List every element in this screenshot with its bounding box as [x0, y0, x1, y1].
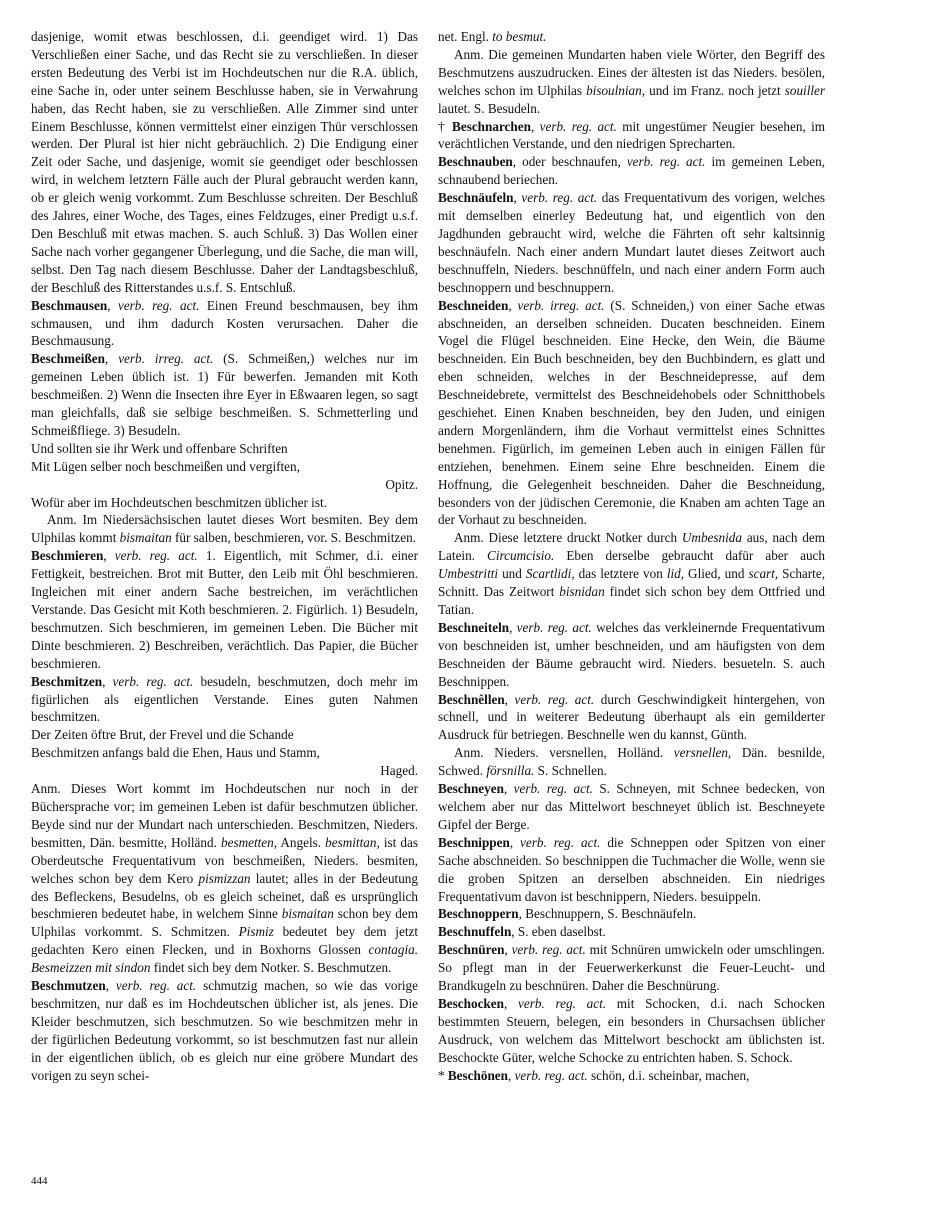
- definition: (S. Schneiden,) von einer Sache etwas abschneiden, an derselben schneiden. Ducaten beschneiden. Einem Vogel die Flügel beschneiden. Eine Hecke, den Wein, die Bäume beschneiden. Ein Buch beschneiden, bey den Buchbindern, es glatt und eben schneiden, welches in der Beschneidepresse, auf dem Beschneidebrete, vermittelst des Beschneidehobels oder Schnitthobels geschiehet. Einen Knaben beschneiden, bey den Juden, und einigen andern Morgenländern, ihm die Vorhaut vermittelst eines Schnittes benehmen. Figürlich, im gemeinen Leben auch in einigen Fällen für entziehen, benehmen. Einem seine Ehre beschneiden. Einem die Hoffnung, die Gelegenheit beschneiden. Daher die Beschneidung, besonders von der jüdischen Ceremonie, die Knaben am achten Tage an der Vorhaut zu beschneiden.: [438, 297, 825, 528]
- grammar-label: verb. reg. act.: [539, 118, 617, 134]
- definition: Einen Freund beschmausen, bey ihm schmausen, und ihm dadurch Kosten verursachen. Daher die Beschmausung.: [31, 297, 418, 349]
- headword: Beschnippen: [438, 834, 510, 850]
- grammar-label: verb. reg. act.: [518, 995, 607, 1011]
- grammar-label: verb. reg. act.: [117, 297, 200, 313]
- grammar-label: verb. reg. act.: [520, 834, 601, 850]
- entry-beschocken: Beschocken, verb. reg. act. mit Schocken, d.i. nach Schocken bestimmten Steuern, belegen, ein besonders in Chursachsen üblicher Ausdruck, von welchem das Mittelwort beschockt am üblichsten ist. Beschockte Güter, welche Schocke zu entrichten haben. S. Schock.: [438, 995, 826, 1065]
- verse-line: Mit Lügen selber noch beschmeißen und vergiften,: [31, 458, 300, 474]
- grammar-label: verb. reg. act.: [521, 190, 598, 206]
- definition: besudeln, beschmutzen, doch mehr im figürlichen als eigentlichen Verstande. Eines guten Nahmen beschmitzen.: [31, 673, 419, 725]
- headword: Beschneiteln: [438, 619, 510, 635]
- headword: Beschmieren: [31, 548, 104, 564]
- grammar-label: verb. irreg. act.: [517, 297, 605, 313]
- entry-beschnippen: Beschnippen, verb. reg. act. die Schneppen oder Spitzen von einer Sache abschneiden. So beschnippen die Tuchmacher die Wolle, wenn sie die groben Spitzen an derselben abschneiden. Ein niedriges Frequentativum davon ist beschnippern, Nieders. besuippeln.: [438, 834, 825, 904]
- grammar-label: verb. reg. act.: [514, 1067, 588, 1083]
- headword: Beschnoppern: [438, 906, 519, 922]
- note-paragraph: Anm. Die gemeinen Mundarten haben viele Wörter, den Begriff des Beschmutzens auszudrucken. Eines der ältesten ist das Nieders. besölen, welches schon im Ulphilas bisoulnian, und im Franz. noch jetzt souiller lautet. S. Besudeln.: [438, 46, 826, 116]
- grammar-label: verb. reg. act.: [115, 978, 197, 994]
- verse-line: Beschmitzen anfangs bald die Ehen, Haus und Stamm,: [31, 745, 320, 761]
- paragraph-beschluss-continued: dasjenige, womit etwas beschlossen, d.i. geendiget wird. 1) Das Verschließen einer Sache, und das Recht sie zu verschließen. In dieser ersten Bedeutung des Verbi ist im Hochdeutschen nur die R.A. üblich, eine Sache in, oder unter seinem Beschlusse haben, sie in Verwahrung haben, das Recht haben, sie zu verschließen. Alle Zimmer sind unter Einem Beschlusse, können vermittelst einer einzigen Thür verschlossen werden. Der Plural ist hier nicht gebräuchlich. 2) Die Endigung einer Zeit oder Sache, und dasjenige, womit sie geendiget oder beschlossen wird, in welchem letztern Fälle auch der Plural gebraucht werden kann, ob er gleich wenig vorkommt. Zum Beschlusse schreiten. Der Beschluß des Jahres, einer Woche, des Tages, eines Feldzuges, einer Predigt u.s.f. Den Beschluß mit etwas machen. S. auch Schluß. 3) Das Wollen einer Sache nach vorher gegangener Überlegung, und die Sache, die man will, selbst. Den Tag nach diesem Beschlusse. Daher der Landtagsbeschluß, der Beschluß des Ritterstandes u.s.f. S. Entschluß.: [31, 29, 418, 295]
- grammar-label: verb. reg. act.: [516, 619, 592, 635]
- definition: das Frequentativum des vorigen, welches mit demselben einerley Bedeutung hat, und eigentlich von den Jagdhunden gebraucht wird, welche die Fährten oft sehr kaltsinnig beschnäufeln. Nach einer andern Mundart lautet dieses Zeitwort auch beschnuffeln, Nieders. beschnüffeln, und nach einer andern Form auch beschnoppern und beschnuppern.: [438, 190, 825, 295]
- definition: die Schneppen oder Spitzen von einer Sache abschneiden. So beschnippen die Tuchmacher die Wolle, wenn sie die groben Spitzen an derselben abschneiden. Ein niedriges Frequentativum davon ist beschnippern, Nieders. besuippeln.: [438, 834, 825, 904]
- grammar-label: verb. reg. act.: [514, 691, 595, 707]
- headword: Beschnüren: [438, 942, 505, 958]
- entry-beschneyen: Beschneyen, verb. reg. act. S. Schneyen, mit Schnee bedecken, von welchem aber nur das Mittelwort beschneyet üblich ist. Beschneyete Gipfel der Berge.: [438, 781, 826, 832]
- headword: Beschnäufeln: [438, 190, 514, 206]
- definition: mit ungestümer Neugier besehen, im verächtlichen Verstande, und den niedrigen Sprecharten.: [438, 118, 826, 152]
- headword: Beschmitzen: [31, 673, 103, 689]
- headword: Beschocken: [438, 995, 504, 1011]
- paragraph: Wofür aber im Hochdeutschen beschmitzen üblicher ist.: [31, 494, 327, 510]
- definition: durch Geschwindigkeit hintergehen, von schnell, und in weiterer Bedeutung überhaupt als ein gemilderter Ausdruck für betriegen. Beschnelle wen du kannst, Günth.: [438, 691, 825, 743]
- verse-line: Der Zeiten öftre Brut, der Frevel und die Schande: [31, 727, 294, 743]
- headword: Beschmeißen: [31, 351, 105, 367]
- entry-beschnellen: Beschnêllen, verb. reg. act. durch Geschwindigkeit hintergehen, von schnell, und in weiterer Bedeutung überhaupt als ein gemilderter Ausdruck für betriegen. Beschnelle wen du kannst, Günth.: [438, 691, 825, 743]
- entry-beschnarchen: † Beschnarchen, verb. reg. act. mit ungestümer Neugier besehen, im verächtlichen Verstande, und den niedrigen Sprecharten.: [438, 118, 826, 152]
- definition: , Beschnuppern, S. Beschnäufeln.: [518, 906, 697, 922]
- right-column: [438, 28, 825, 1084]
- page-number: 444: [31, 1175, 48, 1187]
- headword: Beschnauben: [438, 154, 513, 170]
- verse-attribution: Opitz.: [385, 476, 418, 492]
- dagger-mark: †: [438, 118, 453, 134]
- definition: S. Schneyen, mit Schnee bedecken, von welchem aber nur das Mittelwort beschneyet üblich ist. Beschneyete Gipfel der Berge.: [438, 781, 826, 832]
- definition: schmutzig machen, so wie das vorige beschmitzen, nur daß es im Hochdeutschen üblicher ist, als jenes. Die Kleider beschmutzen, sich beschmutzen. So wie beschmitzen mehr in der figürlichen Bedeutung vorkommt, so ist beschmutzen fast nur allein in der eigentlichen üblich, ob es gleich nur eine gröbere Mundart des vorigen zu seyn schei-: [31, 978, 419, 1083]
- grammar-label: verb. reg. act.: [513, 781, 593, 797]
- entry-beschnauben: Beschnauben, oder beschnaufen, verb. reg. act. im gemeinen Leben, schnaubend beriechen.: [438, 154, 825, 188]
- entry-beschmausen: Beschmausen, verb. reg. act. Einen Freund beschmausen, bey ihm schmausen, und ihm dadurch Kosten verursachen. Daher die Beschmausung.: [31, 297, 418, 349]
- definition: (S. Schmeißen,) welches nur im gemeinen Leben üblich ist. 1) Für bewerfen. Jemanden mit Koth beschmeißen. 2) Wenn die Insecten ihre Eyer in Eßwaaren legen, so sagt man gleichfalls, daß sie selbige beschmeißen. S. Schmetterling und Schmeißfliege. 3) Besudeln.: [31, 351, 418, 438]
- grammar-label: verb. reg. act.: [511, 942, 586, 958]
- headword: Beschneyen: [438, 781, 504, 797]
- entry-beschneiden: Beschneiden, verb. irreg. act. (S. Schneiden,) von einer Sache etwas abschneiden, an derselben schneiden. Ducaten beschneiden. Einem Vogel die Flügel beschneiden. Eine Hecke, den Wein, die Bäume beschneiden. Ein Buch beschneiden, bey den Buchbindern, es glatt und eben schneiden, welches in der Beschneidepresse, auf dem Beschneidebrete, vermittelst des Beschneidehobels oder Schnitthobels geschiehet. Einen Knaben beschneiden, bey den Juden, und einigen andern Morgenländern, ihm die Vorhaut vermittelst eines Schnittes benehmen. Figürlich, im gemeinen Leben auch in einigen Fällen für entziehen, benehmen. Einem seine Ehre beschneiden. Einem die Hoffnung, die Gelegenheit beschneiden. Daher die Beschneidung, besonders von der jüdischen Ceremonie, die Knaben am achten Tage an der Vorhaut zu beschneiden.: [438, 297, 825, 528]
- entry-beschmutzen: Beschmutzen, verb. reg. act. schmutzig machen, so wie das vorige beschmitzen, nur daß es im Hochdeutschen üblicher ist, als jenes. Die Kleider beschmutzen, sich beschmutzen. So wie beschmitzen mehr in der figürlichen Bedeutung vorkommt, so ist beschmutzen fast nur allein in der eigentlichen üblich, ob es gleich nur eine gröbere Mundart des vorigen zu seyn schei-: [31, 978, 419, 1083]
- left-column: [31, 28, 418, 1084]
- grammar-label: verb. reg. act.: [112, 673, 194, 689]
- headword: Beschnêllen: [438, 691, 505, 707]
- entry-beschnaeufeln: Beschnäufeln, verb. reg. act. das Frequentativum des vorigen, welches mit demselben einerley Bedeutung hat, und eigentlich von den Jagdhunden gebraucht wird, welche die Fährten oft sehr kaltsinnig beschnäufeln. Nach einer andern Mundart lautet dieses Zeitwort auch beschnuffeln, Nieders. beschnüffeln, und nach einer andern Form auch beschnoppern und beschnuppern.: [438, 190, 825, 295]
- headword: Beschmutzen: [31, 978, 106, 994]
- paragraph-beschmutzen-continued: net. Engl. to besmut.: [438, 29, 547, 44]
- headword: Beschneiden: [438, 297, 509, 313]
- headword: Beschmausen: [31, 297, 108, 313]
- entry-beschmitzen: Beschmitzen, verb. reg. act. besudeln, beschmutzen, doch mehr im figürlichen als eigentlichen Verstande. Eines guten Nahmen beschmitzen.: [31, 673, 419, 725]
- headword: Beschnarchen: [452, 118, 531, 134]
- definition: , S. eben daselbst.: [511, 924, 606, 940]
- asterisk-mark: *: [438, 1067, 448, 1083]
- grammar-label: verb. reg. act.: [626, 154, 706, 170]
- headword: Beschnuffeln: [438, 924, 512, 940]
- definition: 1. Eigentlich, mit Schmer, d.i. einer Fettigkeit, bestreichen. Brot mit Butter, den Leib mit Öhl beschmieren. Ingleichen mit einer andern Sache bestreichen, im verächtlichen Verstande. Das Gesicht mit Koth beschmieren. 2. Figürlich. 1) Besudeln, beschmutzen. Sich beschmieren, im gemeinen Leben. Die Bücher mit Dinte beschmieren. 2) Beschreiben, verächtlich. Das Papier, die Bücher beschmieren.: [31, 548, 419, 671]
- entry-beschneiteln: Beschneiteln, verb. reg. act. welches das verkleinernde Frequentativum von beschneiden ist, umher beschneiden, und am häufigsten von dem Beschneiden der Bäume gebraucht wird. Nieders. besueteln. S. auch Beschnippen.: [438, 619, 825, 689]
- entry-beschnuffeln: [438, 923, 825, 941]
- verse-line: Und sollten sie ihr Werk und offenbare Schriften: [31, 440, 288, 456]
- definition: mit Schocken, d.i. nach Schocken bestimmten Steuern, belegen, ein besonders in Chursachsen üblicher Ausdruck, von welchem das Mittelwort beschockt am üblichsten ist. Beschockte Güter, welche Schocke zu entrichten haben. S. Schock.: [438, 995, 826, 1065]
- note-paragraph: Anm. Dieses Wort kommt im Hochdeutschen nur noch in der Büchersprache vor; im gemeinen Leben ist dafür beschmutzen üblicher. Beyde sind nur der Mundart nach unterschieden. Beschmitzen, Nieders. besmitten, Dän. besmitte, Holländ. besmetten, Angels. besmittan, ist das Oberdeutsche Frequentativum von beschmeißen, Nieders. besmiten, welches schon bey dem Kero pismizzan lautet; alles in der Bedeutung des Befleckens, Besudelns, ob es gleich scheinet, daß es ursprünglich beschmieren bedeutet habe, in welchem Sinne bismaitan schon bey dem Ulphilas vorkommt. S. Schmitzen. Pismiz bedeutet bey dem jetzt gedachten Kero einen Flecken, und in Boxhorns Glossen contagia. Besmeizzen mit sindon findet sich bey dem Notker. S. Beschmutzen.: [31, 781, 418, 976]
- definition: mit Schnüren umwickeln oder umschlingen. So pflegt man in der Feuerwerkerkunst die Feuer-Leucht- und Brandkugeln zu beschnüren. Daher die Beschnürung.: [438, 942, 825, 994]
- definition: schön, d.i. scheinbar, machen,: [587, 1067, 750, 1083]
- entry-beschnoppern: [438, 905, 825, 923]
- grammar-label: verb. irreg. act.: [118, 351, 214, 367]
- definition: im gemeinen Leben, schnaubend beriechen.: [438, 154, 825, 188]
- entry-beschnueren: Beschnüren, verb. reg. act. mit Schnüren umwickeln oder umschlingen. So pflegt man in der Feuerwerkerkunst die Feuer-Leucht- und Brandkugeln zu beschnüren. Daher die Beschnürung.: [438, 942, 825, 994]
- note-paragraph: Anm. Im Niedersächsischen lautet dieses Wort besmiten. Bey dem Ulphilas kommt bismaitan für salben, beschmieren, vor. S. Beschmitzen.: [31, 512, 418, 546]
- grammar-label: verb. reg. act.: [114, 548, 198, 564]
- note-paragraph: Anm. Diese letztere druckt Notker durch Umbesnida aus, nach dem Latein. Circumcisio. Eben derselbe gebraucht dafür aber auch Umbestritti und Scartlidi, das letztere von lid, Glied, und scart, Scharte, Schnitt. Das Zeitwort bisnidan findet sich schon bey dem Ottfried und Tatian.: [438, 530, 825, 617]
- entry-beschmieren: Beschmieren, verb. reg. act. 1. Eigentlich, mit Schmer, d.i. einer Fettigkeit, bestreichen. Brot mit Butter, den Leib mit Öhl beschmieren. Ingleichen mit einer andern Sache bestreichen, im verächtlichen Verstande. Das Gesicht mit Koth beschmieren. 2. Figürlich. 1) Besudeln, beschmutzen. Sich beschmieren, im gemeinen Leben. Die Bücher mit Dinte beschmieren. 2) Beschreiben, verächtlich. Das Papier, die Bücher beschmieren.: [31, 548, 419, 671]
- verse-attribution: Haged.: [380, 763, 418, 779]
- entry-beschmeissen: Beschmeißen, verb. irreg. act. (S. Schmeißen,) welches nur im gemeinen Leben üblich ist. 1) Für bewerfen. Jemanden mit Koth beschmeißen. 2) Wenn die Insecten ihre Eyer in Eßwaaren legen, so sagt man gleichfalls, daß sie selbige beschmeißen. S. Schmetterling und Schmeißfliege. 3) Besudeln.: [31, 351, 418, 438]
- entry-beschoenen: * Beschönen, verb. reg. act. schön, d.i. scheinbar, machen,: [438, 1067, 750, 1083]
- note-paragraph: Anm. Nieders. versnellen, Holländ. versnellen, Dän. besnilde, Schwed. försnilla. S. Schnellen.: [438, 745, 825, 779]
- headword: Beschönen: [447, 1067, 508, 1083]
- definition: welches das verkleinernde Frequentativum von beschneiden ist, umher beschneiden, und am häufigsten von dem Beschneiden der Bäume gebraucht wird. Nieders. besueteln. S. auch Beschnippen.: [438, 619, 825, 689]
